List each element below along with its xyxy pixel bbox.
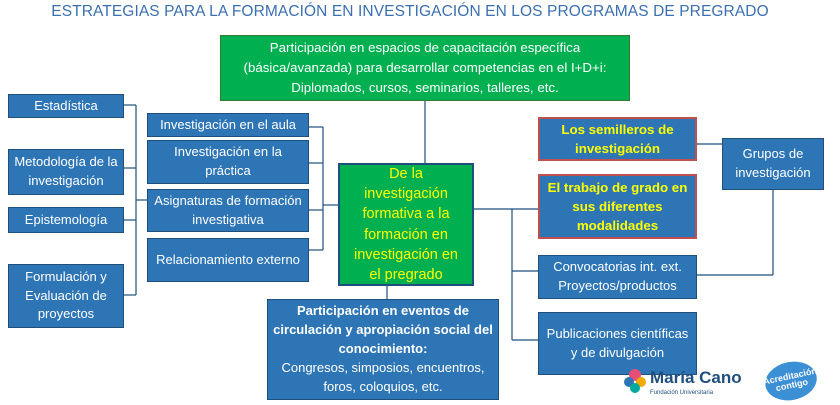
relacionamiento-box: Relacionamiento externo [147,238,309,282]
logo-flower-icon [622,366,648,396]
semilleros-box: Los semilleros de investigación [538,117,697,161]
estadistica-box: Estadística [8,94,124,118]
eventos-text: Congresos, simposios, encuentros, foros, coloquios, etc. [281,359,485,394]
epistemologia-box: Epistemología [8,207,124,233]
convocatorias-box: Convocatorias int. ext. Proyectos/productos [538,255,697,299]
center-formacion-box: De la investigación formativa a la formación en investigación en el pregrado [338,163,474,286]
top-box-line2: (básica/avanzada) para desarrollar competencias en el I+D+i: [243,60,607,76]
asignaturas-box: Asignaturas de formación investigativa [147,189,309,232]
formulacion-box: Formulación y Evaluación de proyectos [8,264,124,328]
diagram-title: ESTRATEGIAS PARA LA FORMACIÓN EN INVESTIGACIÓN EN LOS PROGRAMAS DE PREGRADO [51,3,769,20]
trabajo-grado-box: El trabajo de grado en sus diferentes modalidades [538,174,697,239]
logo-subtitle: Fundación Universitaria [650,390,714,396]
acreditacion-badge: Acreditación contigo [762,357,821,405]
maria-cano-logo [620,362,830,400]
top-capacitacion-box [220,35,630,101]
logo-name: María Cano [650,368,742,387]
top-box-line3: Diplomados, cursos, seminarios, talleres, etc. [291,79,559,95]
metodologia-box: Metodología de la investigación [8,149,124,195]
investigacion-practica-box: Investigación en la práctica [147,140,309,184]
grupos-investigacion-box: Grupos de investigación [722,138,824,190]
eventos-bold-text: Participación en eventos de circulación y apropiación social del conocimiento: [273,303,493,357]
eventos-box [267,299,499,400]
investigacion-aula-box: Investigación en el aula [147,113,309,137]
top-box-line1: Participación en espacios de capacitación específica [269,40,581,56]
publicaciones-box: Publicaciones científicas y de divulgación [538,312,697,375]
